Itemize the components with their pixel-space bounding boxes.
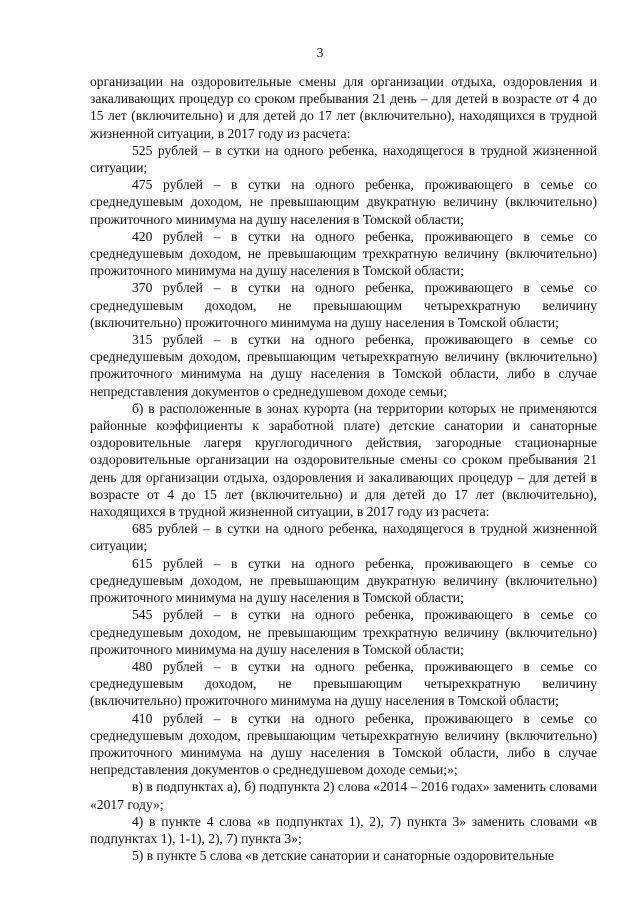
paragraph-rate-315: 315 рублей – в сутки на одного ребенка, проживающего в семье со среднедушевым доходом, превышающим четырехкратную величину (включительно) прожиточного минимума на душу населения в Томской области, либо в случае непредставления документов о среднедушевом доходе семьи; xyxy=(90,332,597,399)
paragraph-rate-545: 545 рублей – в сутки на одного ребенка, проживающего в семье со среднедушевым доходом, не превышающим трехкратную величину (включительно) прожиточного минимума на душу населения в Томской области; xyxy=(90,607,597,657)
paragraph-rate-480: 480 рублей – в сутки на одного ребенка, проживающего в семье со среднедушевым доходом, не превышающим четырехкратную величину (включительно) прожиточного минимума на душу населения в Томской области; xyxy=(90,658,597,709)
paragraph-rate-525: 525 рублей – в сутки на одного ребенка, находящегося в трудной жизненной ситуации; xyxy=(90,142,597,176)
paragraph-item-4: 4) в пункте 4 слова «в подпунктах 1), 2), 7) пункта 3» заменить словами «в подпунктах 1), 1-1), 2), 7) пункта 3»; xyxy=(90,813,597,846)
paragraph-subpoint-v: в) в подпунктах а), б) подпункта 2) слова «2014 – 2016 годах» заменить словами «2017 году»; xyxy=(90,779,597,812)
paragraph-continuation: организации на оздоровительные смены для организации отдыха, оздоровления и закаливающих процедур со сроком пребывания 21 день – для детей в возрасте от 4 до 15 лет (включительно) и для детей до 17 лет (включительно), находящихся в трудной жизненной ситуации, в 2017 году из расчета: xyxy=(90,74,597,141)
paragraph-rate-410: 410 рублей – в сутки на одного ребенка, проживающего в семье со среднедушевым доходом, превышающим четырехкратную величину (включительно) прожиточного минимума на душу населения в Томской области, либо в случае непредставления документов о среднедушевом доходе семьи;»; xyxy=(90,710,597,778)
paragraph-rate-370: 370 рублей – в сутки на одного ребенка, проживающего в семье со среднедушевым доходом, не превышающим четырехкратную величину (включительно) прожиточного минимума на душу населения в Томской области; xyxy=(90,280,597,330)
paragraph-rate-615: 615 рублей – в сутки на одного ребенка, проживающего в семье со среднедушевым доходом, не превышающим двукратную величину (включительно) прожиточного минимума на душу населения в Томской области; xyxy=(90,555,597,606)
paragraph-rate-420: 420 рублей – в сутки на одного ребенка, проживающего в семье со среднедушевым доходом, не превышающим трехкратную величину (включительно) прожиточного минимума на душу населения в Томской области; xyxy=(90,228,597,279)
paragraph-rate-685: 685 рублей – в сутки на одного ребенка, находящегося в трудной жизненной ситуации; xyxy=(90,521,597,554)
paragraph-subpoint-b: б) в расположенные в зонах курорта (на территории которых не применяются районные коэффициенты к заработной плате) детские санатории и санаторные оздоровительные лагеря круглогодичного действия, загородные стационарные оздоровительные организации на оздоровительные смены со сроком пребывания 21 день для организации отдыха, оздоровления и закаливающих процедур – для детей в возрасте от 4 до 15 лет (включительно) и для детей до 17 лет (включительно), находящихся в трудной жизненной ситуации, в 2017 году из расчета: xyxy=(90,400,597,520)
paragraph-item-5: 5) в пункте 5 слова «в детские санатории и санаторные оздоровительные xyxy=(132,848,555,864)
page-number: 3 xyxy=(316,45,324,60)
document-body xyxy=(90,73,597,864)
paragraph-rate-475: 475 рублей – в сутки на одного ребенка, проживающего в семье со среднедушевым доходом, не превышающим двукратную величину (включительно) прожиточного минимума на душу населения в Томской области; xyxy=(90,177,597,227)
